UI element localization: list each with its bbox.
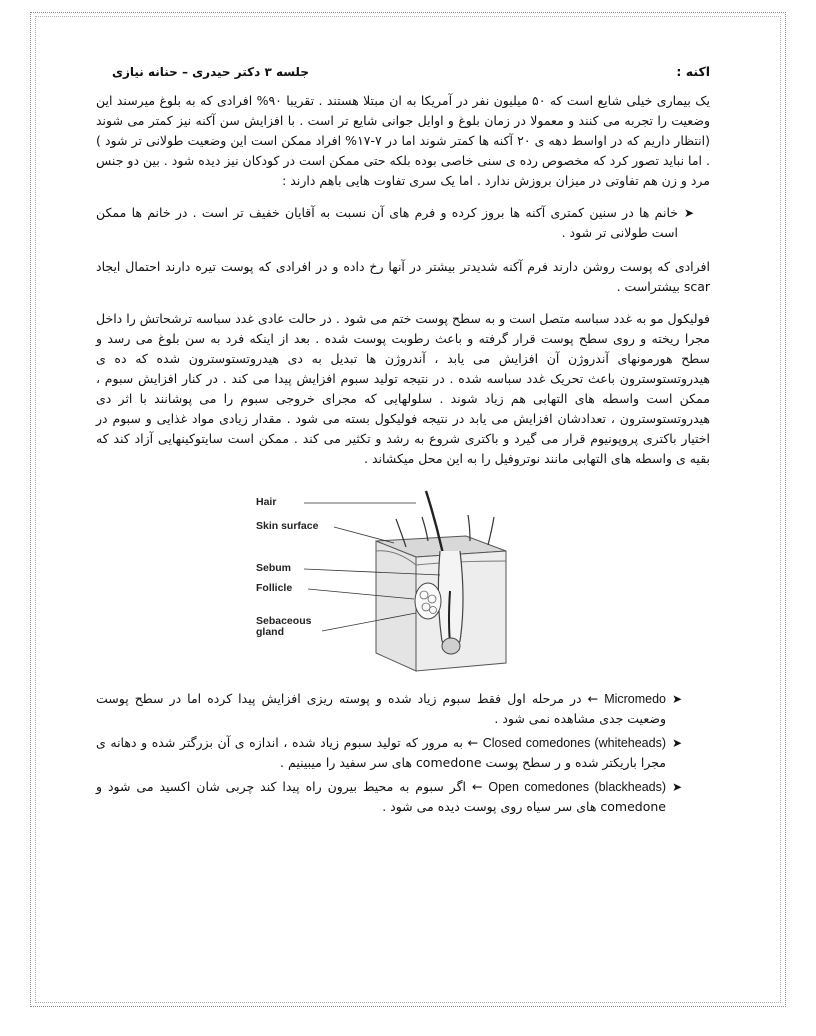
- session-title: جلسه ۳ دکتر حیدری – حنانه نیازی: [112, 65, 309, 79]
- arrowhead-bullet-icon: ➤: [683, 206, 695, 220]
- bullet-text: خانم ها در سنین کمتری آکنه ها بروز کرده و فرم های آن نسبت به آقایان خفیف تر است . در خانم ها ممکن است طولانی تر شود .: [96, 205, 678, 240]
- label-skin-surface: Skin surface: [256, 520, 319, 532]
- left-arrow-icon: ←: [466, 779, 483, 794]
- bullet-list-comedones: [96, 689, 710, 817]
- bullet-list-gender: [96, 203, 710, 243]
- bullet-text: در مرحله اول فقط سبوم زیاد شده و پوسته ریزی افزایش پیدا کرده اما در سطح پوست وضعیت جدی مشاهده نمی شود .: [96, 691, 666, 726]
- label-follicle: Follicle: [256, 582, 293, 594]
- paragraph-skin-tone: افرادی که پوست روشن دارند فرم آکنه شدیدتر بیشتر در آنها رخ داده و در افرادی که پوست تیره دارند احتمال ایجاد scar بیشتراست .: [96, 259, 710, 294]
- arrowhead-bullet-icon: ➤: [671, 736, 683, 750]
- left-arrow-icon: ←: [463, 735, 479, 750]
- left-arrow-icon: ←: [581, 691, 599, 706]
- list-item: [96, 777, 688, 817]
- label-hair: Hair: [256, 496, 277, 508]
- document-body: [96, 64, 710, 821]
- hair-follicle-diagram: [256, 481, 526, 681]
- bullet-term: Open comedones (blackheads): [488, 780, 667, 794]
- label-sebum: Sebum: [256, 562, 292, 574]
- label-sebaceous-gland: Sebaceous gland: [256, 615, 312, 638]
- list-item: [96, 733, 688, 773]
- arrowhead-bullet-icon: ➤: [671, 692, 683, 706]
- paragraph-intro: یک بیماری خیلی شایع است که ۵۰ میلیون نفر در آمریکا به ان مبتلا هستند . تقریبا ۹۰% افرادی که به بلوغ میرسند این وضعیت را تجربه می کنند و معمولا در زمان بلوغ و اوایل جوانی شایع تر است . با افزایش سن آکنه نیز کمتر می شوند (انتظار داریم که در اواسط دهه ی ۲۰ آکنه ها کمتر شوند اما در ۷-۱۷% افراد ممکن است این وضعیت طولانی تر شود ) . اما نباید تصور کرد که مخصوص رده ی سنی خاصی بوده بلکه حتی ممکن است در کودکان نیز دیده شود . بین دو جنس مرد و زن هم تفاوتی در میزان بروزش ندارد . اما یک سری تفاوت هایی باهم دارند :: [96, 93, 711, 188]
- skin-cross-section-illustration: [256, 481, 526, 681]
- list-item: [96, 203, 700, 243]
- section-title: اکنه :: [676, 64, 710, 79]
- bullet-text: اگر سبوم به محیط بیرون راه پیدا کند چربی شان اکسید می شود و comedone های سر سیاه روی پوست دیده می شود .: [96, 779, 666, 814]
- arrowhead-bullet-icon: ➤: [671, 780, 683, 794]
- bullet-text: به مرور که تولید سبوم زیاد شده ، اندازه ی آن بزرگتر شده و دهانه ی مجرا باریکتر شده و ر سطح پوست comedone های سر سفید را میبینیم .: [96, 735, 666, 770]
- bullet-term: Closed comedones (whiteheads): [482, 736, 666, 750]
- paragraph-pathogenesis: فولیکول مو به غدد سباسه متصل است و به سطح پوست ختم می شود . در حالت عادی غدد سباسه ترشحاتش را داخل مجرا ریخته و روی سطح پوست قرار گرفته و باعث رطوبت پوست شده . بعد از اینکه فرد به سن بلوغ می رسد و سطح هورمونهای آندروژن آن افزایش می یابد ، آندروژن ها تبدیل به دی هیدروتستوسترون شده که ده ی هیدروتستوسترون باعث تحریک غدد سباسه شده . در نتیجه تولید سبوم افزایش پیدا می کند . در کنار افزایش سبوم ، ممکن است واسطه های التهابی هم زیاد شوند . سلولهایی که مجرای خروجی سبوم را می پوشانند با اثر دی هیدروتستوسترون ، تعدادشان افزایش می یابد در نتیجه فولیکول بسته می شود . مقدار زیادی مواد غذایی و سبوم در اختیار باکتری پروپونیوم قرار می گیرد و باکتری شروع به رشد و تکثیر می کند . ممکن است سایتوکینهایی آزاد کند که بقیه ی واسطه های التهابی مانند نوتروفیل را به این محل میکشاند .: [96, 311, 710, 466]
- bullet-term: Micromedo: [604, 692, 667, 706]
- list-item: [96, 689, 688, 729]
- document-header: [96, 64, 710, 79]
